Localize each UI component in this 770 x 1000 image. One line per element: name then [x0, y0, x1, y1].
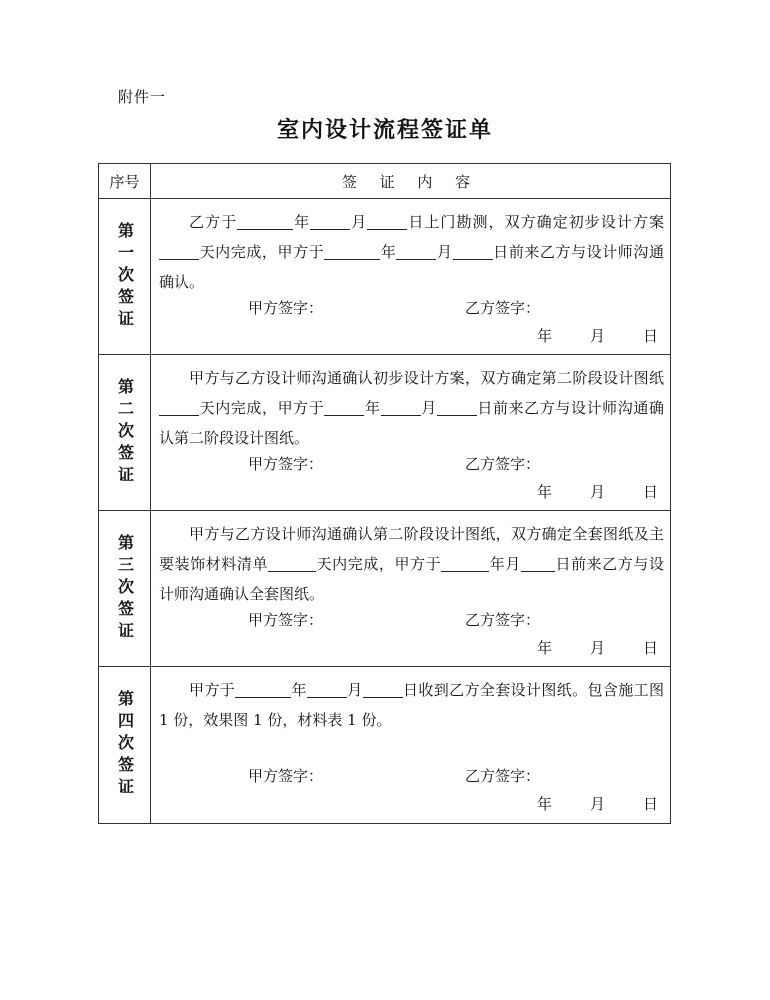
blank-field[interactable]	[437, 398, 477, 416]
row-content: 乙方于 年 月 日上门勘测，双方确定初步设计方案天内完成，甲方于 年 月 日前来乙方与设计师沟通确认。	[159, 213, 664, 291]
blank-field[interactable]	[324, 242, 380, 260]
blank-field[interactable]	[453, 242, 493, 260]
party-b-signature-label: 乙方签字：	[465, 455, 541, 473]
date-line: 年 月 日	[536, 327, 658, 345]
party-b-signature-label: 乙方签字：	[465, 611, 541, 629]
blank-field[interactable]	[268, 554, 316, 572]
row-content: 甲方与乙方设计师沟通确认初步设计方案，双方确定第二阶段设计图纸天内完成，甲方于 年 月 日前来乙方与设计师沟通确认第二阶段设计图纸。	[159, 369, 664, 447]
blank-field[interactable]	[235, 680, 291, 698]
blank-field[interactable]	[307, 680, 347, 698]
date-line: 年 月 日	[536, 483, 658, 501]
party-a-signature-label: 甲方签字：	[248, 611, 324, 629]
party-a-signature-label: 甲方签字：	[248, 299, 324, 317]
blank-field[interactable]	[381, 398, 421, 416]
page-title: 室内设计流程签证单	[276, 117, 493, 143]
row-seq: 第四次签证	[115, 690, 135, 800]
blank-field[interactable]	[159, 398, 199, 416]
row-content: 甲方于 年 月 日收到乙方全套设计图纸。包含施工图 1 份，效果图 1 份，材料表 1 份。	[159, 681, 664, 729]
table-row	[99, 355, 671, 511]
party-a-signature-label: 甲方签字：	[248, 767, 324, 785]
column-header-seq: 序号	[99, 164, 151, 199]
blank-field[interactable]	[310, 212, 350, 230]
row-seq: 第二次签证	[115, 377, 135, 488]
blank-field[interactable]	[159, 242, 199, 260]
blank-field[interactable]	[441, 554, 489, 572]
blank-field[interactable]	[521, 554, 555, 572]
party-b-signature-label: 乙方签字：	[465, 299, 541, 317]
column-header-content: 签 证 内 容	[151, 164, 671, 199]
table-row	[99, 667, 671, 824]
table-header-row	[99, 164, 671, 199]
date-line: 年 月 日	[536, 795, 658, 813]
table-row	[99, 511, 671, 667]
attachment-label: 附件一	[118, 88, 167, 106]
blank-field[interactable]	[367, 212, 407, 230]
blank-field[interactable]	[396, 242, 436, 260]
row-seq: 第三次签证	[115, 533, 135, 644]
row-content: 甲方与乙方设计师沟通确认第二阶段设计图纸，双方确定全套图纸及主要装饰材料清单 天内完成，甲方于 年月 日前来乙方与设计师沟通确认全套图纸。	[159, 525, 664, 603]
blank-field[interactable]	[363, 680, 403, 698]
row-seq: 第一次签证	[115, 221, 135, 332]
signoff-table	[98, 163, 671, 824]
party-b-signature-label: 乙方签字：	[465, 767, 541, 785]
date-line: 年 月 日	[536, 639, 658, 657]
blank-field[interactable]	[237, 212, 293, 230]
table-row	[99, 199, 671, 355]
blank-field[interactable]	[324, 398, 364, 416]
party-a-signature-label: 甲方签字：	[248, 455, 324, 473]
